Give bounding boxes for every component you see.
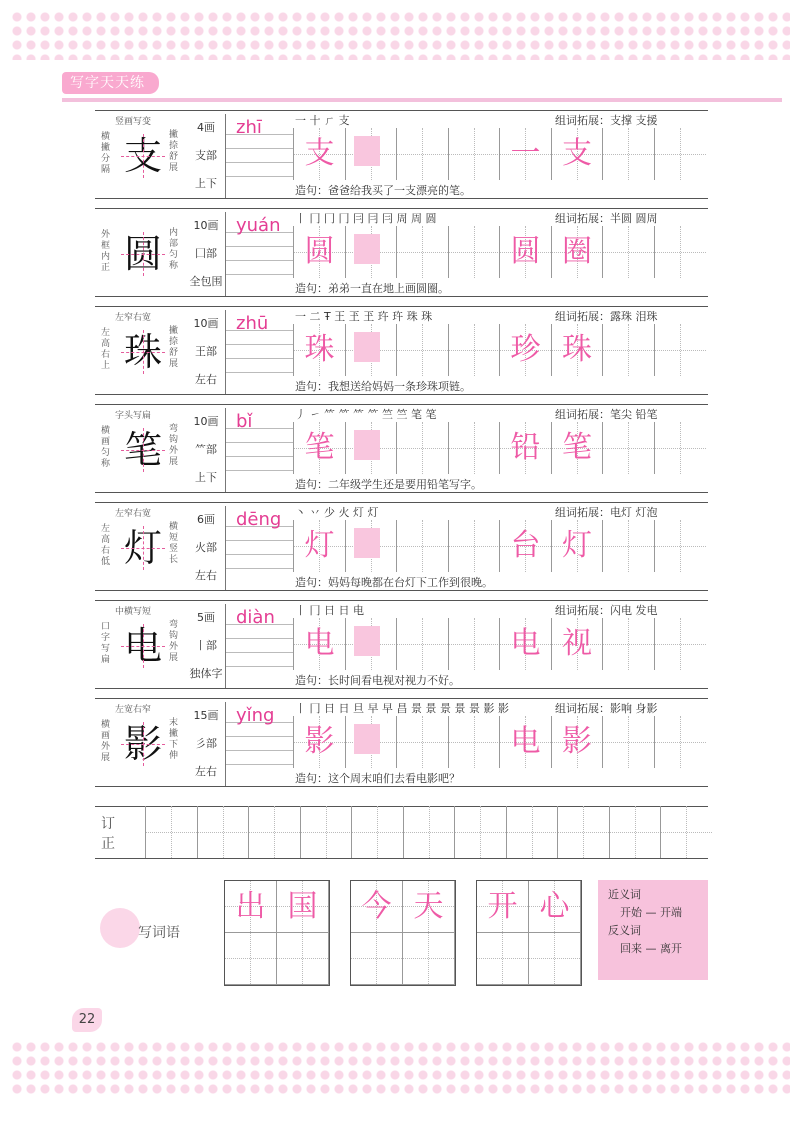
writing-cell[interactable] <box>293 128 345 180</box>
word-cell[interactable] <box>225 881 277 933</box>
writing-cell[interactable] <box>499 618 551 670</box>
writing-cell[interactable] <box>345 520 397 572</box>
antonym-title: 反义词 <box>608 924 641 937</box>
example-sentence: 造句：爸爸给我买了一支漂亮的笔。 <box>295 184 471 197</box>
model-character: 珠 <box>121 330 165 374</box>
writing-cell[interactable] <box>499 716 551 768</box>
pinyin: yuán <box>236 215 281 236</box>
writing-cell[interactable] <box>551 520 603 572</box>
note-left: 口字写扁 <box>101 622 111 665</box>
bottom-dot-pattern <box>10 1040 790 1096</box>
example-sentence: 造句：二年级学生还是要用铅笔写字。 <box>295 478 482 491</box>
practice-row <box>95 698 708 790</box>
writing-cell[interactable] <box>396 128 448 180</box>
model-character: 电 <box>121 624 165 668</box>
word-character: 珠 <box>562 332 592 367</box>
correction-cell[interactable] <box>557 806 609 858</box>
writing-cell[interactable] <box>293 226 345 278</box>
pinyin-box <box>225 604 294 688</box>
writing-cell[interactable] <box>345 226 397 278</box>
writing-cell[interactable] <box>654 422 706 474</box>
word-extension: 组词拓展：露珠 泪珠 <box>555 310 658 323</box>
writing-cell[interactable] <box>499 422 551 474</box>
note-right: 横短竖长 <box>169 522 179 565</box>
word-character: 天 <box>413 889 444 924</box>
writing-cell[interactable] <box>293 716 345 768</box>
correction-cell[interactable] <box>351 806 403 858</box>
pinyin-box <box>225 702 294 786</box>
word-cell[interactable] <box>225 933 277 985</box>
structure: 独体字 <box>189 667 223 680</box>
writing-cell[interactable] <box>345 128 397 180</box>
word-extension: 组词拓展：半圆 圆周 <box>555 212 658 225</box>
writing-grid <box>293 324 705 376</box>
structure: 左右 <box>195 373 217 386</box>
writing-cell[interactable] <box>448 520 500 572</box>
word-character: 出 <box>235 889 266 924</box>
pinyin: zhī <box>236 117 262 138</box>
character-info <box>187 702 225 786</box>
note-left: 左高右上 <box>101 328 111 371</box>
word-character: 圈 <box>562 234 592 269</box>
word-practice-box <box>476 880 582 986</box>
pinyin: diàn <box>236 607 275 628</box>
writing-cell[interactable] <box>499 520 551 572</box>
stroke-count: 4画 <box>197 121 215 134</box>
structure: 左右 <box>195 765 217 778</box>
example-sentence: 造句：长时间看电视对视力不好。 <box>295 674 460 687</box>
structure: 左右 <box>195 569 217 582</box>
correction-cell[interactable] <box>506 806 558 858</box>
note-right: 末撇下伸 <box>169 718 179 761</box>
synonym-title: 近义词 <box>608 888 641 901</box>
character-model <box>95 310 185 392</box>
writing-cell[interactable] <box>602 716 654 768</box>
stroke-block <box>354 528 380 558</box>
word-cell[interactable] <box>277 933 329 985</box>
word-character: 电 <box>510 626 541 661</box>
stroke-order: 丨 冂 日 日 旦 早 早 昌 景 景 景 景 景 影 影 <box>295 702 509 715</box>
character-info <box>187 408 225 492</box>
stroke-count: 15画 <box>193 709 219 722</box>
writing-cell[interactable] <box>499 128 551 180</box>
top-dot-pattern <box>10 10 790 60</box>
stroke-count: 5画 <box>197 611 215 624</box>
character-info <box>187 310 225 394</box>
practice-row <box>95 208 708 300</box>
writing-cell[interactable] <box>602 618 654 670</box>
correction-cell[interactable] <box>248 806 300 858</box>
stroke-block <box>354 136 380 166</box>
radical: 丨部 <box>195 639 217 652</box>
word-extension: 组词拓展：闪电 发电 <box>555 604 658 617</box>
write-words-icon <box>100 908 140 948</box>
word-character: 支 <box>562 136 592 171</box>
structure: 全包围 <box>189 275 223 288</box>
correction-cell[interactable] <box>300 806 352 858</box>
practice-row <box>95 502 708 594</box>
structure: 上下 <box>195 471 217 484</box>
write-words-label: 写词语 <box>138 925 180 941</box>
character-info <box>187 506 225 590</box>
correction-cell[interactable] <box>197 806 249 858</box>
practice-row <box>95 404 708 496</box>
word-character: 笔 <box>562 430 592 465</box>
writing-cell[interactable] <box>345 716 397 768</box>
word-cell[interactable] <box>403 933 455 985</box>
character-model <box>95 114 185 196</box>
writing-cell[interactable] <box>448 324 500 376</box>
note-left: 横画外展 <box>101 720 111 763</box>
writing-cell[interactable] <box>654 226 706 278</box>
synonym-pair: 开始 — 开端 <box>620 906 682 919</box>
trace-character: 珠 <box>304 332 335 367</box>
writing-cell[interactable] <box>602 520 654 572</box>
note-top: 左宽右窄 <box>115 705 152 715</box>
writing-cell[interactable] <box>396 422 448 474</box>
writing-cell[interactable] <box>551 128 603 180</box>
writing-cell[interactable] <box>551 618 603 670</box>
pinyin: dēng <box>236 509 282 530</box>
word-cell[interactable] <box>403 881 455 933</box>
word-character: 珍 <box>510 332 541 367</box>
character-info <box>187 604 225 688</box>
practice-row <box>95 110 708 202</box>
stroke-count: 10画 <box>193 219 219 232</box>
radical: 支部 <box>195 149 217 162</box>
note-right: 撇捺舒展 <box>169 326 179 369</box>
writing-cell[interactable] <box>448 422 500 474</box>
note-top: 字头写扁 <box>115 411 152 421</box>
character-model <box>95 408 185 490</box>
stroke-block <box>354 332 380 362</box>
model-character: 影 <box>121 722 165 766</box>
note-right: 内部匀称 <box>169 228 179 271</box>
section-banner <box>62 68 782 102</box>
correction-cell[interactable] <box>403 806 455 858</box>
writing-cell[interactable] <box>654 716 706 768</box>
word-character: 国 <box>287 889 318 924</box>
page-number: 22 <box>72 1008 102 1032</box>
radical: 火部 <box>195 541 217 554</box>
writing-cell[interactable] <box>345 324 397 376</box>
radical: 囗部 <box>195 247 217 260</box>
trace-character: 圆 <box>304 234 335 269</box>
pinyin-box <box>225 114 294 198</box>
word-cell[interactable] <box>477 933 529 985</box>
stroke-order: 丨 冂 日 日 电 <box>295 604 364 617</box>
writing-cell[interactable] <box>293 324 345 376</box>
example-sentence: 造句：这个周末咱们去看电影吧？ <box>295 772 460 785</box>
trace-character: 灯 <box>304 528 335 563</box>
pinyin: zhū <box>236 313 269 334</box>
writing-cell[interactable] <box>602 128 654 180</box>
word-character: 今 <box>361 889 392 924</box>
character-info <box>187 212 225 296</box>
correction-row <box>95 806 708 860</box>
word-character: 台 <box>510 528 541 563</box>
structure: 上下 <box>195 177 217 190</box>
pinyin-box <box>225 408 294 492</box>
stroke-order: 一 二 Ŧ 王 玊 玊 玝 玝 珠 珠 <box>295 310 433 323</box>
pinyin-box <box>225 310 294 394</box>
writing-cell[interactable] <box>448 618 500 670</box>
note-left: 横画匀称 <box>101 426 111 469</box>
word-cell[interactable] <box>277 881 329 933</box>
radical: 彡部 <box>195 737 217 750</box>
word-character: 圆 <box>510 234 541 269</box>
character-info <box>187 114 225 198</box>
note-top: 左窄右宽 <box>115 509 152 519</box>
practice-row <box>95 306 708 398</box>
correction-cell[interactable] <box>660 806 712 858</box>
antonym-pair: 回来 — 离开 <box>620 942 682 955</box>
stroke-count: 6画 <box>197 513 215 526</box>
example-sentence: 造句：妈妈每晚都在台灯下工作到很晚。 <box>295 576 493 589</box>
writing-grid <box>293 226 705 278</box>
synonym-antonym-box <box>598 880 708 980</box>
writing-cell[interactable] <box>602 324 654 376</box>
word-character: 电 <box>510 724 541 759</box>
word-character: 灯 <box>562 528 592 563</box>
writing-cell[interactable] <box>448 128 500 180</box>
word-cell[interactable] <box>351 933 403 985</box>
pinyin: yǐng <box>236 705 275 726</box>
word-extension: 组词拓展：支撑 支援 <box>555 114 658 127</box>
writing-cell[interactable] <box>654 520 706 572</box>
writing-cell[interactable] <box>551 716 603 768</box>
writing-cell[interactable] <box>499 324 551 376</box>
trace-character: 支 <box>304 136 335 171</box>
character-model <box>95 212 185 294</box>
stroke-order: 丶 丷 少 火 灯 灯 <box>295 506 379 519</box>
note-right: 弯钩外展 <box>169 424 179 467</box>
note-left: 横撇分隔 <box>101 132 111 175</box>
writing-cell[interactable] <box>396 618 448 670</box>
writing-cell[interactable] <box>551 324 603 376</box>
character-model <box>95 604 185 686</box>
word-practice-box <box>224 880 330 986</box>
stroke-count: 10画 <box>193 415 219 428</box>
note-top: 左窄右宽 <box>115 313 152 323</box>
writing-cell[interactable] <box>551 422 603 474</box>
stroke-order: 一 十 ㄏ 支 <box>295 114 350 127</box>
word-cell[interactable] <box>529 933 581 985</box>
note-top: 中横写短 <box>115 607 152 617</box>
practice-row <box>95 600 708 692</box>
word-extension: 组词拓展：电灯 灯泡 <box>555 506 658 519</box>
pinyin: bǐ <box>236 411 253 432</box>
note-right: 弯钩外展 <box>169 620 179 663</box>
writing-cell[interactable] <box>551 226 603 278</box>
correction-cell[interactable] <box>609 806 661 858</box>
word-cell[interactable] <box>529 881 581 933</box>
word-cell[interactable] <box>477 881 529 933</box>
model-character: 支 <box>121 134 165 178</box>
model-character: 圆 <box>121 232 165 276</box>
stroke-order: 丿 ㇀ ⺮ ⺮ ⺮ ⺮ 竺 竺 笔 笔 <box>295 408 437 421</box>
writing-grid <box>293 520 705 572</box>
example-sentence: 造句：弟弟一直在地上画圆圈。 <box>295 282 449 295</box>
stroke-block <box>354 234 380 264</box>
word-cell[interactable] <box>351 881 403 933</box>
writing-cell[interactable] <box>345 618 397 670</box>
character-model <box>95 506 185 588</box>
word-character: 开 <box>487 889 518 924</box>
writing-cell[interactable] <box>293 520 345 572</box>
writing-cell[interactable] <box>396 716 448 768</box>
writing-cell[interactable] <box>396 226 448 278</box>
writing-cell[interactable] <box>654 128 706 180</box>
word-character: 铅 <box>510 430 541 465</box>
writing-cell[interactable] <box>293 618 345 670</box>
word-character: 一 <box>510 136 541 171</box>
pinyin-box <box>225 506 294 590</box>
word-extension: 组词拓展：笔尖 铅笔 <box>555 408 658 421</box>
writing-cell[interactable] <box>654 324 706 376</box>
trace-character: 电 <box>304 626 335 661</box>
writing-cell[interactable] <box>602 422 654 474</box>
writing-grid <box>293 422 705 474</box>
writing-cell[interactable] <box>345 422 397 474</box>
note-left: 左高右低 <box>101 524 111 567</box>
word-character: 视 <box>562 626 592 661</box>
correction-cell[interactable] <box>454 806 506 858</box>
example-sentence: 造句：我想送给妈妈一条珍珠项链。 <box>295 380 471 393</box>
section-title: 写字天天练 <box>62 72 159 94</box>
writing-cell[interactable] <box>293 422 345 474</box>
writing-grid <box>293 618 705 670</box>
stroke-order: 丨 冂 冂 冂 冃 冃 冃 周 周 圆 <box>295 212 437 225</box>
writing-grid <box>293 716 705 768</box>
writing-cell[interactable] <box>448 226 500 278</box>
writing-cell[interactable] <box>396 520 448 572</box>
writing-cell[interactable] <box>448 716 500 768</box>
note-left: 外框内正 <box>101 230 111 273</box>
writing-cell[interactable] <box>396 324 448 376</box>
pinyin-box <box>225 212 294 296</box>
correction-cell[interactable] <box>145 806 197 858</box>
note-top: 竖画写变 <box>115 117 152 127</box>
writing-grid <box>293 128 705 180</box>
stroke-block <box>354 626 380 656</box>
word-practice-box <box>350 880 456 986</box>
trace-character: 影 <box>304 724 335 759</box>
radical: 王部 <box>195 345 217 358</box>
writing-cell[interactable] <box>499 226 551 278</box>
trace-character: 笔 <box>304 430 335 465</box>
word-extension: 组词拓展：影响 身影 <box>555 702 658 715</box>
model-character: 笔 <box>121 428 165 472</box>
word-character: 心 <box>539 889 570 924</box>
writing-cell[interactable] <box>602 226 654 278</box>
stroke-block <box>354 724 380 754</box>
writing-cell[interactable] <box>654 618 706 670</box>
note-right: 撇捺舒展 <box>169 130 179 173</box>
stroke-block <box>354 430 380 460</box>
stroke-count: 10画 <box>193 317 219 330</box>
word-character: 影 <box>562 724 592 759</box>
radical: ⺮部 <box>195 443 217 456</box>
character-model <box>95 702 185 784</box>
correction-label: 订正 <box>101 816 115 852</box>
model-character: 灯 <box>121 526 165 570</box>
